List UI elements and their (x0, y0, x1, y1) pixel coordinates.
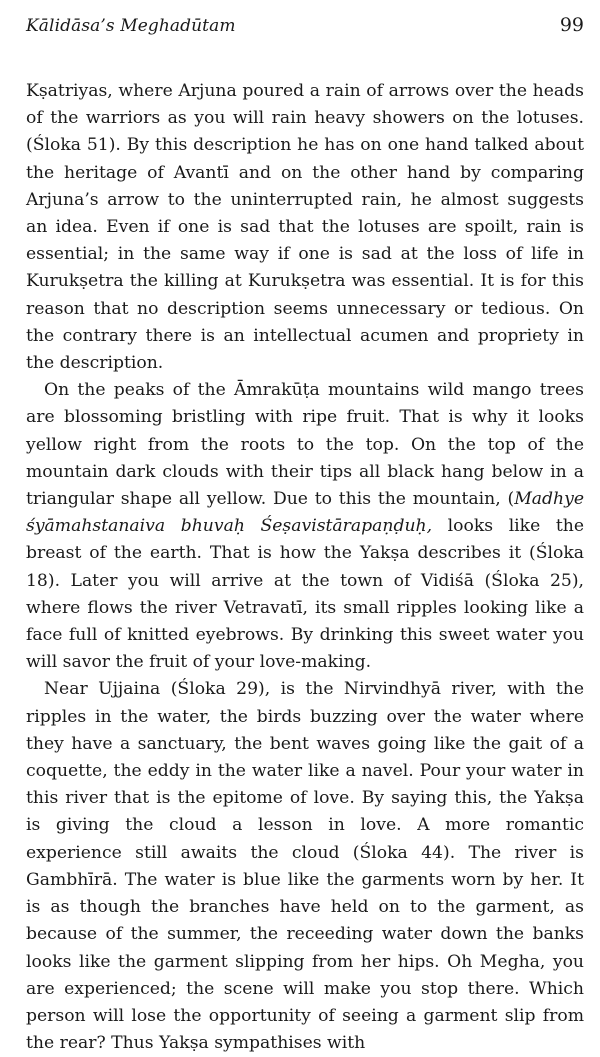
book-page (26, 14, 584, 1057)
paragraph-text: Kṣatriyas, where Arjuna poured a rain of arrows over the heads of the warriors as you will rain heavy showers on the lotuses. (Śloka 51). By this description he has on one hand talked about the heritage of Avantī and on the other hand by comparing Arjuna’s arrow to the uninterrupted rain, he almost suggests an idea. Even if one is sad that the lotuses are spoilt, rain is essential; in the same way if one is sad at the loss of life in Kurukṣetra the killing at Kurukṣetra was essential. It is for this reason that no description seems unnecessary or tedious. On the contrary there is an intellectual acumen and propriety in the description. (26, 81, 584, 374)
running-header (26, 14, 584, 50)
paragraph-text: On the peaks of the Āmrakūṭa mountains wild mango trees are blossoming bristling with ripe fruit. That is why it looks yellow right from the roots to the top. On the top of the mountain dark clouds with their tips all black hang below in a triangular shape all yellow. Due to this the mountain, ( (26, 380, 584, 510)
paragraph-3 (26, 676, 584, 1057)
body-text (26, 78, 584, 1057)
paragraph-2 (26, 377, 584, 676)
running-title: Kālidāsa’s Meghadūtam (26, 16, 236, 36)
paragraph-text: Near Ujjaina (Śloka 29), is the Nirvindhyā river, with the ripples in the water, the birds buzzing over the water where they have a sanctuary, the bent waves going like the gait of a coquette, the eddy in the water like a navel. Pour your water in this river that is the epitome of love. By saying this, the Yakṣa is giving the cloud a lesson in love. A more romantic experience still awaits the cloud (Śloka 44). The river is Gambhīrā. The water is blue like the garments worn by her. It is as though the branches have held on to the garment, as because of the summer, the receeding water down the banks looks like the garment slipping from her hips. Oh Megha, you are experienced; the scene will make you stop there. Which person will lose the opportunity of seeing a garment slip from the rear? Thus Yakṣa sympathises with (26, 679, 584, 1054)
paragraph-text: looks like the breast of the earth. That is how the Yakṣa describes it (Śloka 18). Later you will arrive at the town of Vidiśā (Śloka 25), where flows the river Vetravatī, its small ripples looking like a face full of knitted eyebrows. By drinking this sweet water you will savor the fruit of your love-making. (26, 516, 585, 673)
paragraph-1 (26, 78, 584, 377)
sanskrit-quote: Madhye śyāmahstanaiva bhuvaḥ Śeṣavistārapaṇḍuḥ, (26, 489, 584, 537)
page-number: 99 (559, 14, 584, 36)
